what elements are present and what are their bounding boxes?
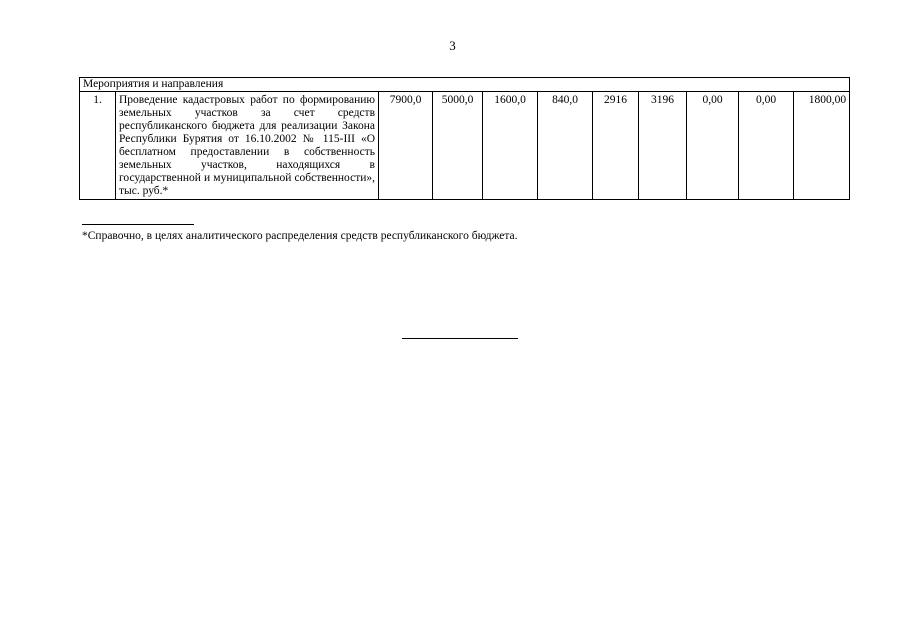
value-cell: 5000,0 (433, 92, 483, 200)
section-header-row (80, 78, 850, 92)
value-cell: 2916 (593, 92, 639, 200)
footnote-divider (82, 224, 194, 225)
section-header: Мероприятия и направления (80, 78, 850, 92)
value-cell: 3196 (639, 92, 687, 200)
row-description: Проведение кадастровых работ по формированию земельных участков за счет средств республиканского бюджета для реализации Закона Республики Бурятия от 16.10.2002 № 115-III «О бесплатном предоставлении в собственность земельных участков, находящихся в государственной и муниципальной собственности», тыс. руб.* (116, 92, 379, 200)
value-cell: 0,00 (687, 92, 739, 200)
row-number: 1. (80, 92, 116, 200)
value-cell: 7900,0 (379, 92, 433, 200)
value-cell: 0,00 (739, 92, 794, 200)
value-cell: 1800,00 (794, 92, 850, 200)
table-row (80, 92, 850, 200)
page-number: 3 (449, 38, 456, 53)
value-cell: 1600,0 (483, 92, 538, 200)
footnote-text: *Справочно, в целях аналитического распределения средств республиканского бюджета. (82, 230, 518, 242)
expenditure-table (79, 77, 850, 200)
value-cell: 840,0 (538, 92, 593, 200)
end-divider (402, 338, 518, 339)
